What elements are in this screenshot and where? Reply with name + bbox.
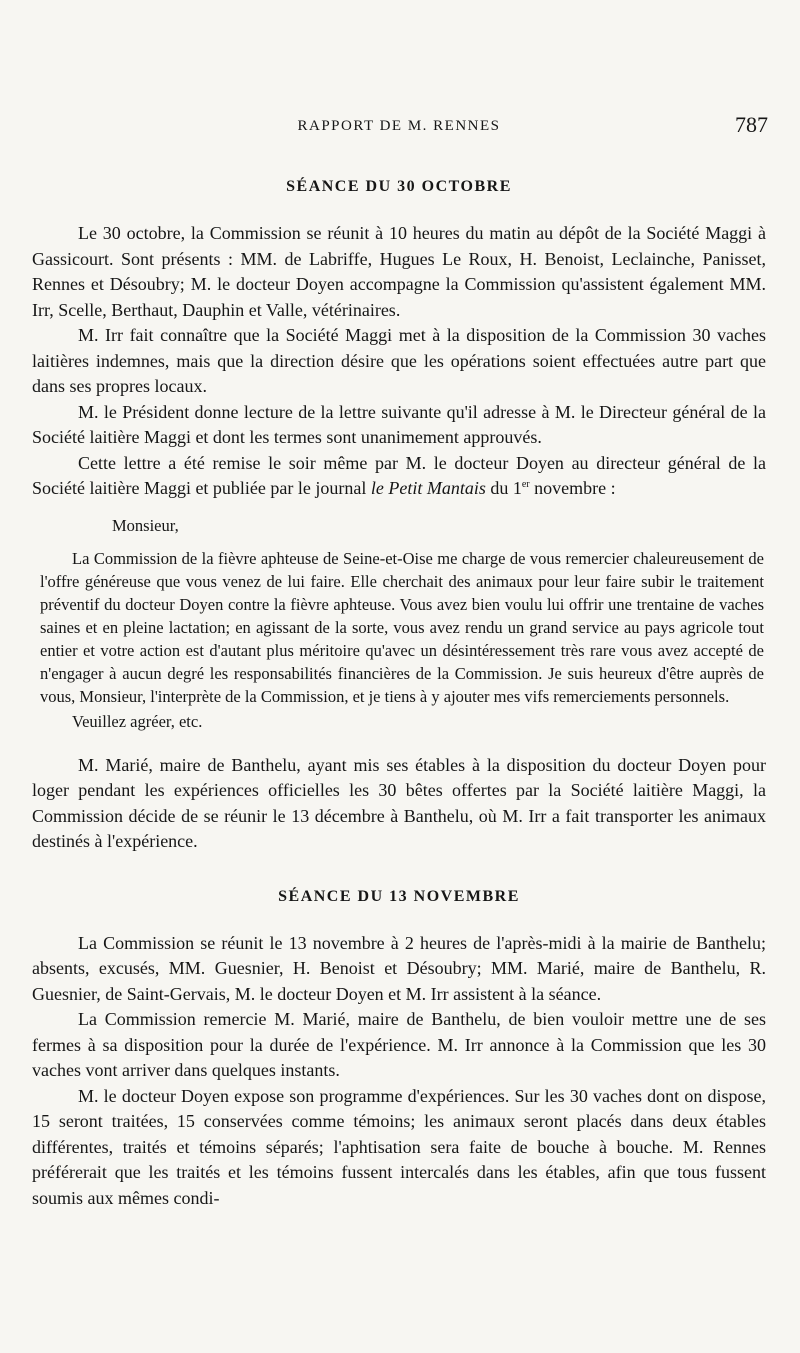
section-heading-30-octobre: SÉANCE DU 30 OCTOBRE [286, 178, 512, 195]
page-body [32, 174, 766, 1211]
section-heading-13-novembre: SÉANCE DU 13 NOVEMBRE [278, 887, 520, 905]
page-header [30, 112, 768, 142]
quoted-letter [32, 514, 766, 733]
letter-body: La Commission de la fièvre aphteuse de Seine-et-Oise me charge de vous remercier chaleureusement de l'offre généreuse que vous venez de lui faire. Elle cherchait des animaux pour leur faire subir le traitement préventif du docteur Doyen contre la fièvre aphteuse. Vous avez bien voulu lui offrir une trentaine de vaches saines et en pleine lactation; en agissant de la sorte, vous avez rendu un grand service au pays agricole tout entier et votre action est d'autant plus méritoire qu'avec un désintéressement très rare vous avez accepté de n'engager à aucun degré les responsabilités financières de la Commission. Je suis heureux d'être auprès de vous, Monsieur, l'interprète de la Commission, et je tiens à y ajouter mes vifs remerciements personnels. [40, 548, 764, 706]
paragraph-text: du 1 [485, 478, 522, 498]
paragraph: Le 30 octobre, la Commission se réunit à 10 heures du matin au dépôt de la Société Maggi à Gassicourt. Sont présents : MM. de Labriffe, Hugues Le Roux, H. Benoist, Leclainche, Panisset, Rennes et Désoubry; M. le docteur Doyen accompagne la Commission qu'assistent également MM. Irr, Scelle, Berthaut, Dauphin et Valle, vétérinaires. [32, 223, 766, 320]
journal-title: le Petit Mantais [370, 478, 486, 498]
page-number: 787 [735, 112, 768, 137]
paragraph: La Commission se réunit le 13 novembre à 2 heures de l'après-midi à la mairie de Banthelu; absents, excusés, MM. Guesnier, H. Benoist et Désoubry; MM. Marié, maire de Banthelu, R. Guesnier, de Saint-Gervais, M. le docteur Doyen et M. Irr assistent à la séance. [32, 932, 766, 1004]
letter-closing: Veuillez agréer, etc. [72, 711, 203, 731]
paragraph: M. Marié, maire de Banthelu, ayant mis ses étables à la disposition du docteur Doyen pour loger pendant les expériences officielles les 30 bêtes offertes par la Société laitière Maggi, la Commission décide de se réunir le 13 décembre à Banthelu, où M. Irr a fait transporter les animaux destinés à l'expérience. [32, 754, 766, 851]
letter-salutation: Monsieur, [112, 515, 179, 535]
ordinal-superscript: er [521, 479, 530, 490]
paragraph: La Commission remercie M. Marié, maire de Banthelu, de bien vouloir mettre une de ses fermes à sa disposition pour la durée de l'expérience. M. Irr annonce à la Commission que les 30 vaches vont arriver dans quelques instants. [32, 1009, 766, 1080]
paragraph: M. Irr fait connaître que la Société Maggi met à la disposition de la Commission 30 vaches laitières indemnes, mais que la direction désire que les opérations soient effectuées autre part que dans ses propres locaux. [32, 325, 766, 396]
paragraph-text: Cette lettre a été remise le soir même par M. le docteur Doyen au directeur général de la Société laitière Maggi et publiée par le journal [32, 452, 766, 498]
paragraph: M. le docteur Doyen expose son programme d'expériences. Sur les 30 vaches dont on dispose, 15 seront traitées, 15 conservées comme témoins; les animaux seront placés dans deux étables différentes, traités et témoins séparés; l'aphtisation sera faite de bouche à bouche. M. Rennes préférerait que les traités et les témoins fussent intercalés dans les étables, afin que tous fussent soumis aux mêmes condi- [32, 1085, 766, 1208]
paragraph: M. le Président donne lecture de la lettre suivante qu'il adresse à M. le Directeur général de la Société laitière Maggi et dont les termes sont unanimement approuvés. [32, 401, 766, 447]
paragraph-letter-intro [32, 451, 766, 502]
running-head: RAPPORT DE M. RENNES [297, 118, 501, 134]
paragraph-text: novembre : [529, 478, 616, 498]
